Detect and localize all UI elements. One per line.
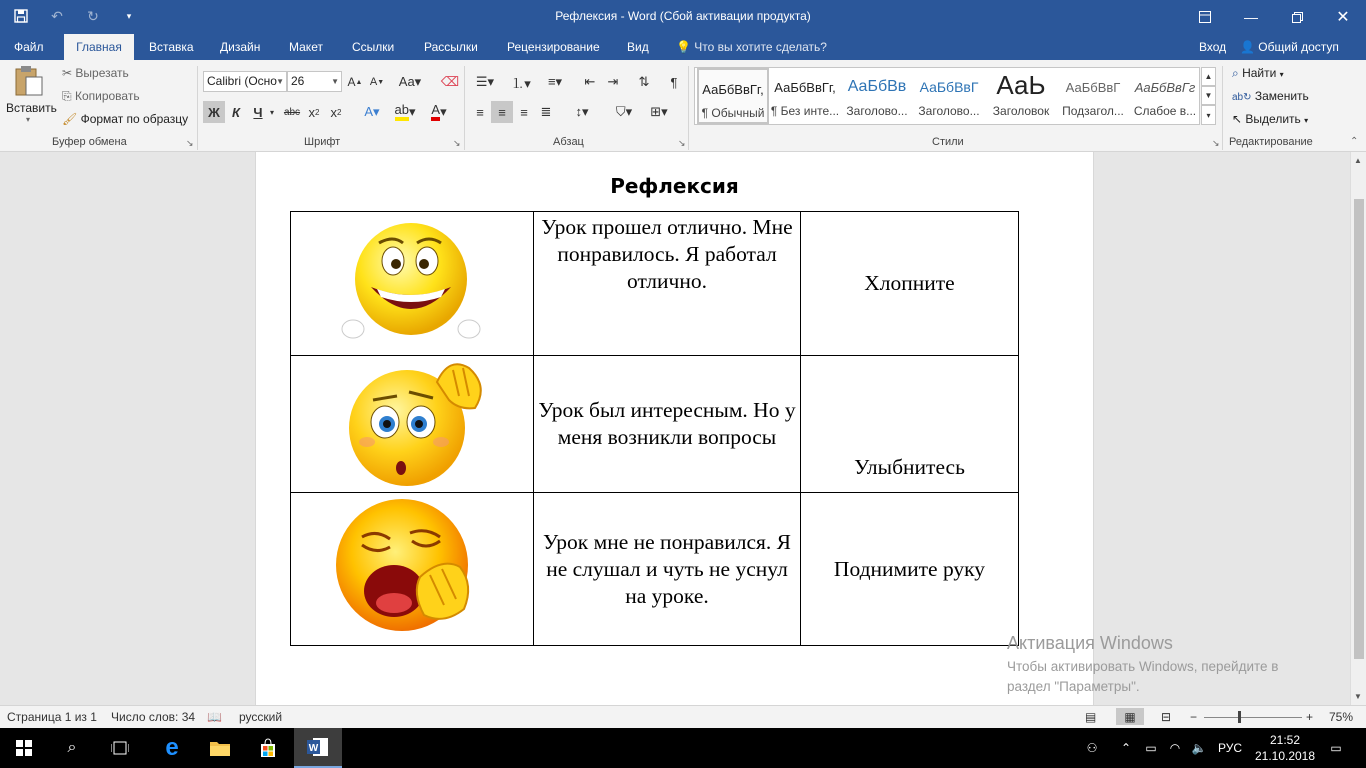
share-label: Общий доступ (1258, 40, 1339, 54)
select-button[interactable] (1232, 112, 1308, 126)
tab-file[interactable]: Файл (14, 40, 44, 54)
scroll-thumb[interactable] (1354, 199, 1364, 659)
align-center-icon[interactable]: ≡ (491, 101, 513, 123)
style-name: Заголовок (992, 104, 1050, 118)
print-layout-icon[interactable]: ▦ (1116, 708, 1144, 725)
file-explorer-icon[interactable] (196, 728, 244, 768)
style-name: Подзагол... (1062, 104, 1124, 118)
style-heading-1[interactable] (841, 68, 913, 124)
thinking-emoji (337, 356, 487, 486)
zoom-out-icon[interactable]: − (1190, 710, 1198, 724)
superscript-icon[interactable]: x 2 (330, 104, 342, 120)
action-cell: Хлопните (801, 212, 1019, 356)
clear-formatting-icon[interactable]: ⌫ (440, 74, 460, 89)
style-title[interactable] (985, 68, 1057, 124)
borders-icon[interactable]: ⊞▾ (650, 104, 668, 119)
sort-icon[interactable]: ⇅ (638, 74, 650, 89)
person-icon: 👤 (1240, 40, 1255, 54)
ribbon-display-icon[interactable] (1182, 0, 1228, 34)
group-divider (1222, 66, 1223, 150)
edge-icon[interactable]: e (165, 734, 179, 761)
customize-qat-icon[interactable]: ▾ (126, 10, 132, 21)
ribbon (0, 60, 1366, 152)
activation-line-2: раздел "Параметры". (1007, 679, 1140, 694)
close-icon[interactable]: ✕ (1336, 9, 1350, 26)
grow-font-icon[interactable]: A ▲ (347, 75, 363, 89)
read-mode-icon[interactable]: ▤ (1085, 710, 1097, 724)
style-name: ¶ Обычный (701, 106, 765, 120)
tab-references[interactable]: Ссылки (352, 40, 395, 54)
search-icon: ⌕ (1232, 66, 1239, 80)
description-cell: Урок мне не понравился. Я не слушал и чуть не уснул на уроке. (534, 493, 801, 646)
clock[interactable] (1250, 728, 1320, 768)
zoom-level[interactable]: 75% (1329, 710, 1354, 724)
tell-me-text: Что вы хотите сделать? (694, 40, 827, 54)
style-name: Слабое в... (1133, 104, 1197, 118)
styles-gallery[interactable] (694, 67, 1200, 125)
copy-button[interactable] (62, 89, 140, 104)
paste-icon[interactable] (8, 64, 50, 98)
replace-icon: ab↻ (1232, 92, 1252, 103)
tell-me-search[interactable] (676, 34, 827, 60)
tray-chevron-icon[interactable]: ⌃ (1120, 741, 1132, 755)
word-count[interactable]: Число слов: 34 (111, 710, 196, 724)
proofing-icon[interactable]: 📖 (207, 710, 222, 724)
volume-icon[interactable]: 🔈 (1191, 741, 1207, 755)
font-size-field[interactable] (287, 71, 342, 92)
format-painter-label: Формат по образцу (80, 112, 189, 126)
page-count[interactable]: Страница 1 из 1 (7, 710, 97, 724)
subscript-icon[interactable]: x 2 (308, 104, 320, 120)
search-icon[interactable]: ⌕ (67, 739, 77, 756)
style-name: ¶ Без инте... (770, 104, 840, 118)
font-group-label: Шрифт (304, 136, 341, 148)
lightbulb-icon: 💡 (676, 40, 691, 54)
doc-title: Рефлексия (610, 174, 739, 198)
clock-date: 21.10.2018 (1254, 749, 1316, 763)
highlight-color-icon[interactable]: ab ▾ (394, 102, 416, 119)
description-cell: Урок прошел отлично. Мне понравилось. Я работал отлично. (534, 212, 801, 356)
scroll-down-icon[interactable]: ▼ (1354, 692, 1362, 701)
style-sample: АаБбВв (847, 78, 907, 95)
table-row (291, 356, 1019, 493)
numbering-icon[interactable]: ⒈▾ (511, 75, 531, 91)
notifications-icon[interactable]: ▭ (1330, 741, 1342, 755)
zoom-slider-thumb[interactable] (1238, 711, 1241, 723)
document-area (0, 152, 1350, 705)
shrink-font-icon[interactable]: A ▼ (369, 76, 385, 88)
web-layout-icon[interactable]: ⊟ (1161, 710, 1172, 724)
redo-icon[interactable]: ↻ (87, 7, 99, 24)
input-language[interactable]: РУС (1217, 741, 1243, 755)
clock-time: 21:52 (1269, 733, 1301, 747)
document-page[interactable] (255, 152, 1094, 705)
style-subtle-emphasis[interactable] (1129, 68, 1201, 124)
group-divider (197, 66, 198, 150)
window-title: Рефлексия - Word (Сбой активации продукта) (555, 9, 811, 23)
people-icon[interactable]: ⚇ (1086, 741, 1098, 755)
group-divider (688, 66, 689, 150)
increase-indent-icon[interactable]: ⇥ (607, 74, 619, 89)
select-label: Выделить (1245, 112, 1301, 126)
styles-launcher-icon[interactable]: ↘ (1212, 138, 1220, 148)
battery-icon[interactable]: ▭ (1145, 741, 1157, 755)
show-formatting-icon[interactable]: ¶ (670, 74, 678, 90)
font-launcher-icon[interactable]: ↘ (453, 138, 461, 148)
clipboard-group-label: Буфер обмена (52, 136, 127, 148)
scissors-icon: ✂ (62, 66, 73, 80)
sign-in-link[interactable]: Вход (1199, 40, 1227, 54)
font-color-icon[interactable]: A ▾ (431, 102, 447, 119)
font-name-dropdown-icon[interactable]: ▼ (276, 77, 284, 86)
find-dropdown-icon[interactable]: ▾ (1279, 70, 1284, 79)
style-name: Заголово... (846, 104, 908, 118)
windows-start-icon[interactable] (0, 728, 48, 768)
style-sample: АаЬ (996, 70, 1046, 100)
paragraph-launcher-icon[interactable]: ↘ (678, 138, 686, 148)
restore-icon[interactable] (1274, 0, 1320, 34)
style-sample: АаБбВвГ (919, 79, 979, 95)
action-cell: Поднимите руку (801, 493, 1019, 646)
tab-design[interactable]: Дизайн (220, 40, 261, 54)
replace-label: Заменить (1254, 89, 1309, 103)
brush-icon: 🖌 (62, 112, 78, 126)
emoji-cell (291, 212, 534, 356)
style-no-spacing[interactable] (769, 68, 841, 124)
font-name-value: Calibri (Осно (207, 74, 277, 88)
font-size-value: 26 (291, 74, 305, 88)
font-size-dropdown-icon[interactable]: ▼ (331, 77, 339, 86)
undo-icon[interactable]: ↶ (51, 7, 63, 24)
tab-review[interactable]: Рецензирование (507, 40, 600, 54)
zoom-slider[interactable] (1204, 717, 1302, 718)
tab-view[interactable]: Вид (627, 40, 649, 54)
bullets-icon[interactable]: ☰▾ (475, 74, 495, 89)
style-heading-2[interactable] (913, 68, 985, 124)
tab-insert[interactable]: Вставка (149, 40, 194, 54)
activation-heading: Активация Windows (1007, 633, 1173, 653)
paragraph-group-label: Абзац (553, 136, 584, 148)
zoom-in-icon[interactable]: + (1306, 710, 1314, 724)
title-bar (0, 0, 1366, 34)
vertical-scrollbar[interactable] (1350, 152, 1366, 705)
group-divider (464, 66, 465, 150)
italic-button[interactable]: К (232, 104, 240, 120)
cut-label: Вырезать (75, 66, 129, 80)
minimize-icon[interactable]: — (1244, 9, 1258, 25)
yawning-emoji (332, 493, 492, 633)
description-cell: Урок был интересным. Но у меня возникли вопросы (534, 356, 801, 493)
reflection-table (290, 211, 1019, 646)
find-button[interactable] (1232, 66, 1284, 81)
underline-dropdown-icon[interactable]: ▾ (269, 107, 274, 117)
style-name: Заголово... (918, 104, 980, 118)
shading-icon[interactable]: ⛉▾ (615, 104, 633, 119)
text-effects-icon[interactable]: A▾ (364, 104, 380, 119)
align-right-icon[interactable]: ≡ (520, 104, 528, 120)
justify-icon[interactable]: ≣ (540, 104, 552, 119)
multilevel-list-icon[interactable]: ≡▾ (547, 74, 563, 89)
table-row (291, 493, 1019, 646)
language-indicator[interactable]: русский (239, 710, 283, 724)
font-name-field[interactable] (203, 71, 287, 92)
happy-emoji (337, 219, 487, 343)
wifi-icon[interactable]: ◠ (1169, 741, 1181, 755)
collapse-ribbon-icon[interactable]: ⌃ (1350, 136, 1359, 147)
paste-button[interactable]: Вставить (6, 101, 57, 115)
style-sample: АаБбВвГг, (774, 80, 836, 95)
style-sample: АаБбВвГг (1134, 80, 1196, 95)
task-view-icon[interactable] (96, 728, 144, 768)
styles-more-icon[interactable]: ▾ (1201, 105, 1216, 125)
emoji-cell (291, 356, 534, 493)
line-spacing-icon[interactable]: ↕▾ (575, 104, 589, 119)
format-painter-button[interactable] (62, 112, 188, 126)
align-left-icon[interactable]: ≡ (476, 104, 484, 120)
decrease-indent-icon[interactable]: ⇤ (584, 74, 596, 89)
change-case-icon[interactable]: Aa▾ (398, 74, 422, 89)
ribbon-tabs (0, 34, 1366, 60)
copy-label: Копировать (74, 89, 140, 103)
editing-group-label: Редактирование (1229, 136, 1313, 148)
cut-button[interactable] (62, 66, 129, 80)
style-normal[interactable] (697, 68, 769, 124)
activation-line-1: Чтобы активировать Windows, перейдите в (1007, 659, 1279, 674)
share-button[interactable] (1240, 34, 1339, 60)
tab-home[interactable]: Главная (64, 34, 134, 60)
action-cell: Улыбнитесь (801, 356, 1019, 493)
style-sample: АаБбВвГг, (702, 82, 764, 97)
scroll-up-icon[interactable]: ▲ (1354, 156, 1362, 165)
bold-button[interactable]: Ж (203, 101, 225, 123)
clipboard-launcher-icon[interactable]: ↘ (186, 138, 194, 148)
styles-scroll-down-icon[interactable]: ▼ (1201, 86, 1216, 105)
copy-icon: ⎘ (62, 89, 72, 103)
svg-text:W: W (308, 743, 319, 754)
tab-layout[interactable]: Макет (289, 40, 323, 54)
styles-scroll-up-icon[interactable]: ▲ (1201, 67, 1216, 86)
paste-dropdown-icon[interactable]: ▾ (26, 115, 31, 124)
table-row (291, 212, 1019, 356)
word-taskbar-icon[interactable] (294, 728, 342, 768)
styles-group-label: Стили (932, 136, 964, 148)
status-bar (0, 705, 1366, 728)
emoji-cell (291, 493, 534, 646)
replace-button[interactable] (1232, 89, 1309, 103)
find-label: Найти (1242, 66, 1277, 80)
cursor-icon: ↖ (1232, 112, 1243, 126)
store-icon[interactable] (244, 728, 292, 768)
style-sample: АаБбВвГ (1065, 80, 1121, 95)
activation-watermark (1007, 633, 1278, 697)
strikethrough-icon[interactable]: abc (283, 106, 301, 118)
tab-mailings[interactable]: Рассылки (424, 40, 478, 54)
style-subtitle[interactable] (1057, 68, 1129, 124)
select-dropdown-icon[interactable]: ▾ (1304, 116, 1309, 125)
taskbar (0, 728, 1366, 768)
underline-button[interactable]: Ч (253, 104, 263, 120)
